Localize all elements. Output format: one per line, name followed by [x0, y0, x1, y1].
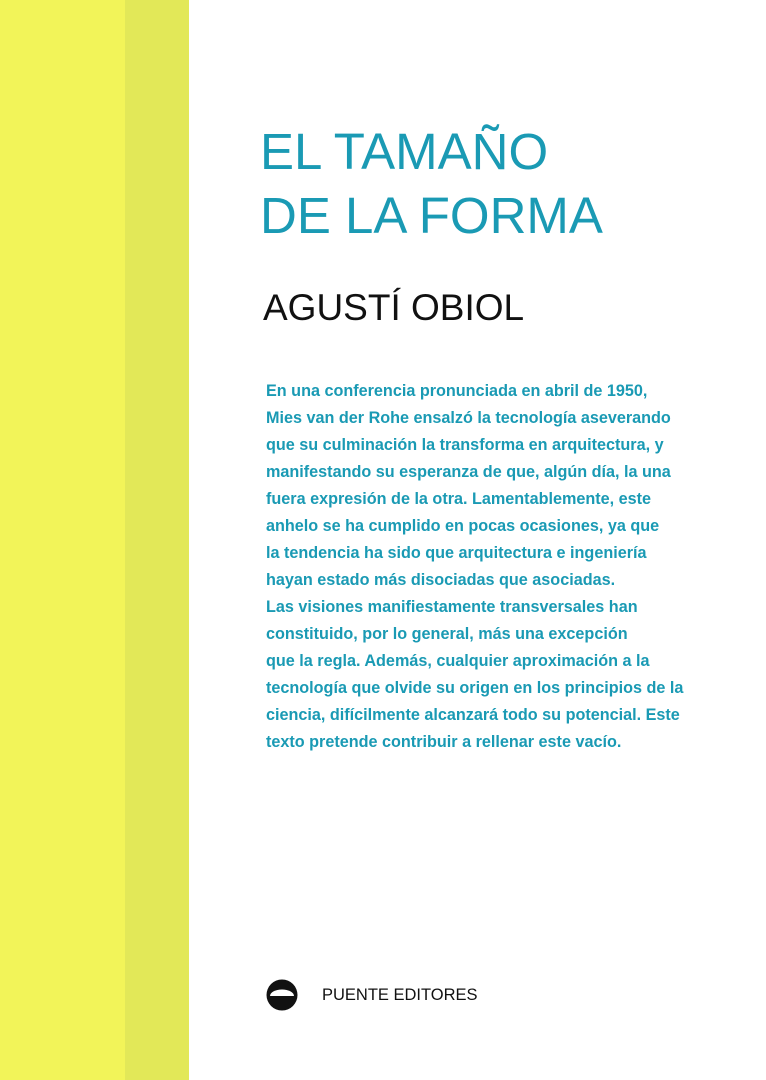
publisher-logo-icon: [266, 979, 298, 1011]
publisher-imprint: [266, 978, 478, 1012]
book-title-line-2: DE LA FORMA: [260, 187, 603, 244]
blurb-line: tecnología que olvide su origen en los principios de la: [266, 679, 684, 697]
blurb-line: que la regla. Además, cualquier aproximación a la: [266, 652, 650, 670]
book-author: AGUSTÍ OBIOL: [263, 287, 525, 328]
blurb-line: texto pretende contribuir a rellenar este vacío.: [266, 733, 622, 751]
blurb-line: ciencia, difícilmente alcanzará todo su potencial. Este: [266, 706, 680, 724]
cover-stripe-yellow-green: [125, 0, 189, 1080]
blurb-line: la tendencia ha sido que arquitectura e ingeniería: [266, 544, 647, 562]
blurb-line: manifestando su esperanza de que, algún día, la una: [266, 463, 671, 481]
blurb-line: constituido, por lo general, más una excepción: [266, 625, 628, 643]
blurb-line: Las visiones manifiestamente transversales han: [266, 598, 638, 616]
blurb-line: anhelo se ha cumplido en pocas ocasiones, ya que: [266, 517, 660, 535]
blurb-line: que su culminación la transforma en arquitectura, y: [266, 436, 664, 454]
blurb-line: Mies van der Rohe ensalzó la tecnología aseverando: [266, 409, 671, 427]
book-title: [260, 120, 603, 248]
book-title-line-1: EL TAMAÑO: [260, 123, 549, 180]
blurb-line: hayan estado más disociadas que asociadas.: [266, 571, 616, 589]
blurb-line: En una conferencia pronunciada en abril de 1950,: [266, 382, 648, 400]
publisher-name: PUENTE EDITORES: [322, 985, 478, 1004]
blurb-line: fuera expresión de la otra. Lamentablemente, este: [266, 490, 652, 508]
cover-stripe-yellow: [0, 0, 125, 1080]
back-cover-blurb: [266, 378, 736, 756]
